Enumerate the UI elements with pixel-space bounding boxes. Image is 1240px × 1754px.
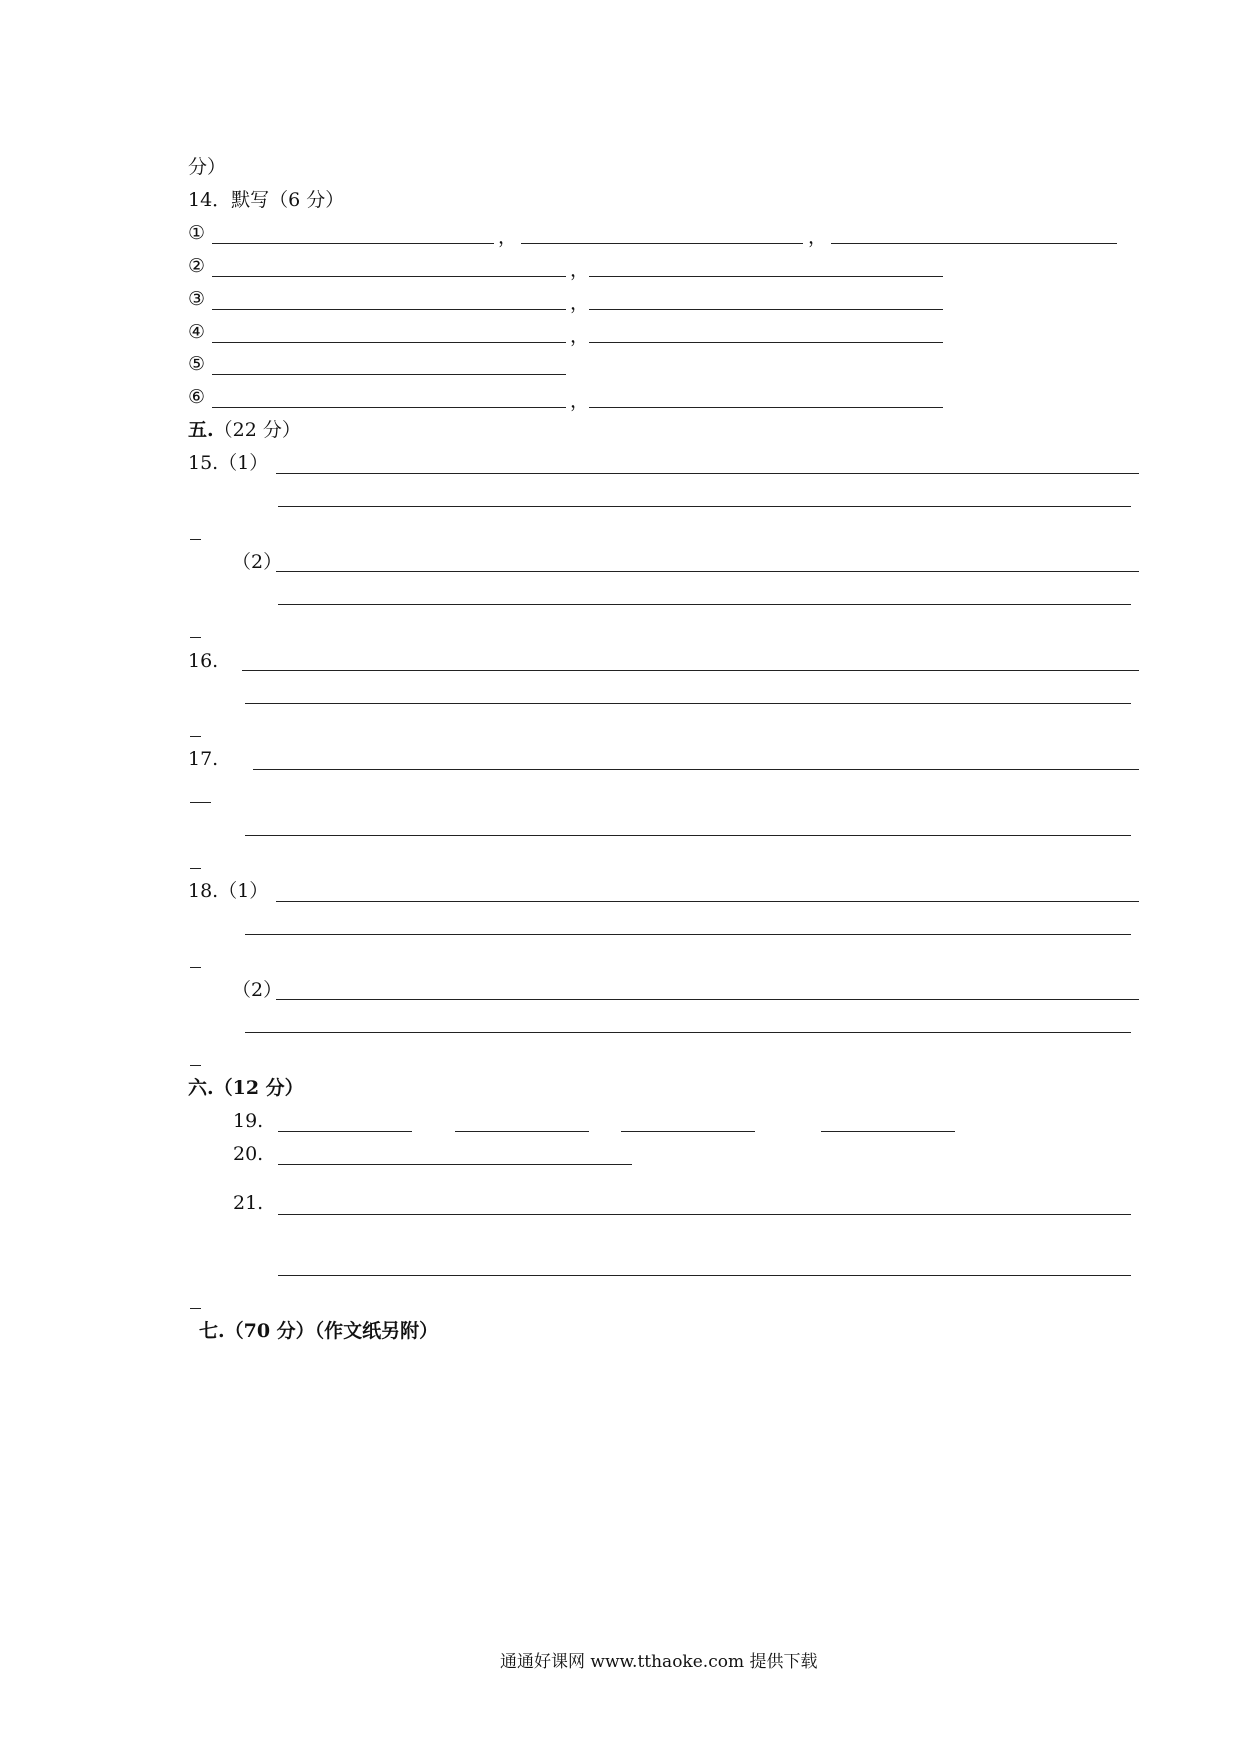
comma: ， <box>570 259 590 281</box>
q15-2-answer-line-2[interactable] <box>278 604 1131 605</box>
q18-2-answer-line-1[interactable] <box>276 999 1139 1000</box>
mark-4: ④ <box>188 321 206 343</box>
stray-dash <box>190 539 201 540</box>
comma: ， <box>570 292 590 314</box>
section-5-score: （22 分） <box>213 419 301 441</box>
q15-sub2: （2） <box>232 551 283 573</box>
mark-2: ② <box>188 255 206 277</box>
stray-dash <box>190 637 201 638</box>
section-7-title: 七.（70 分）（作文纸另附） <box>199 1320 439 1342</box>
q14-title: 14．默写（6 分） <box>188 189 345 211</box>
q14-1-blank-a[interactable] <box>212 243 494 244</box>
stray-dash <box>190 1065 201 1066</box>
q18-label <box>188 880 268 902</box>
q14-3-blank-a[interactable] <box>212 309 566 310</box>
mark-1: ① <box>188 222 206 244</box>
stray-dash <box>190 736 201 737</box>
q17-answer-line-2[interactable] <box>245 835 1131 836</box>
q19-blank-4[interactable] <box>821 1131 955 1132</box>
q18-sub2: （2） <box>232 979 283 1001</box>
stray-dash <box>190 1308 201 1309</box>
section-5-title: 五. <box>188 419 214 441</box>
q15-num: 15. <box>188 452 219 474</box>
q17-num: 17. <box>188 748 219 770</box>
q20-num: 20. <box>233 1143 264 1165</box>
mark-5: ⑤ <box>188 353 206 375</box>
stray-dash <box>190 802 211 803</box>
q18-sub1: （1） <box>218 880 269 902</box>
mark-6: ⑥ <box>188 386 206 408</box>
stray-dash <box>190 868 201 869</box>
q21-answer-line-1[interactable] <box>278 1214 1131 1215</box>
q18-1-answer-line-1[interactable] <box>276 901 1139 902</box>
q19-num: 19. <box>233 1110 264 1132</box>
q19-blank-2[interactable] <box>455 1131 589 1132</box>
q16-answer-line-1[interactable] <box>242 670 1139 671</box>
q19-blank-1[interactable] <box>278 1131 412 1132</box>
q21-num: 21. <box>233 1192 264 1214</box>
q16-answer-line-2[interactable] <box>245 703 1131 704</box>
q14-4-blank-b[interactable] <box>589 342 943 343</box>
stray-dash <box>190 967 201 968</box>
q15-label <box>188 452 268 474</box>
q17-answer-line-1[interactable] <box>253 769 1139 770</box>
comma: ， <box>498 226 518 248</box>
q18-1-answer-line-2[interactable] <box>245 934 1131 935</box>
q16-num: 16. <box>188 650 219 672</box>
q14-2-blank-b[interactable] <box>589 276 943 277</box>
q18-2-answer-line-2[interactable] <box>245 1032 1131 1033</box>
q15-1-answer-line-1[interactable] <box>276 473 1139 474</box>
q14-6-blank-a[interactable] <box>212 407 566 408</box>
q14-3-blank-b[interactable] <box>589 309 943 310</box>
q14-5-blank-a[interactable] <box>212 374 566 375</box>
q19-blank-3[interactable] <box>621 1131 755 1132</box>
comma: ， <box>808 226 828 248</box>
section-5-heading <box>188 419 301 441</box>
mark-3: ③ <box>188 288 206 310</box>
q14-1-blank-b[interactable] <box>521 243 803 244</box>
q20-blank[interactable] <box>278 1164 632 1165</box>
q21-answer-line-2[interactable] <box>278 1275 1131 1276</box>
q18-num: 18. <box>188 880 219 902</box>
section-6-title: 六.（12 分） <box>188 1077 304 1099</box>
q14-6-blank-b[interactable] <box>589 407 943 408</box>
q14-1-blank-c[interactable] <box>831 243 1117 244</box>
continued-score-text: 分） <box>188 156 227 178</box>
page-footer: 通通好课网 www.tthaoke.com 提供下载 <box>500 1652 818 1672</box>
q14-4-blank-a[interactable] <box>212 342 566 343</box>
q15-sub1: （1） <box>218 452 269 474</box>
comma: ， <box>570 390 590 412</box>
q15-2-answer-line-1[interactable] <box>276 571 1139 572</box>
q15-1-answer-line-2[interactable] <box>278 506 1131 507</box>
q14-2-blank-a[interactable] <box>212 276 566 277</box>
comma: ， <box>570 325 590 347</box>
